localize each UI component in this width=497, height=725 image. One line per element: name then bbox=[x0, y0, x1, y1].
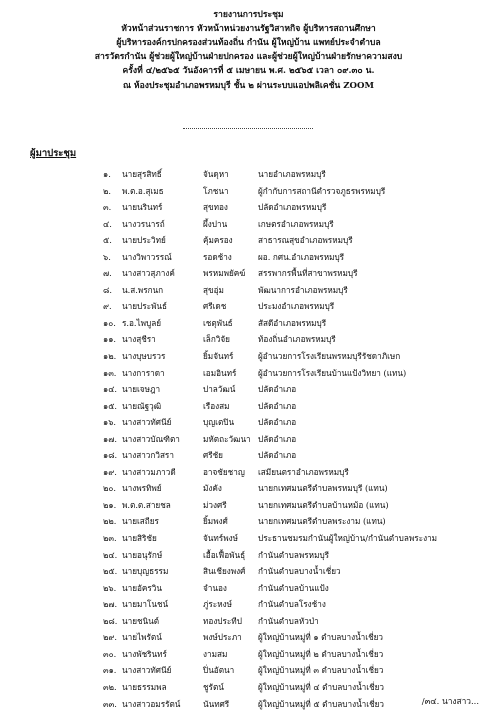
attendee-name: นางสุชีรา bbox=[122, 334, 156, 345]
attendee-surname: เล็กวิจัย bbox=[203, 334, 230, 345]
attendee-surname: งามสม bbox=[203, 648, 228, 659]
attendee-row bbox=[0, 383, 497, 400]
attendee-row bbox=[0, 300, 497, 317]
attendee-number: ๑๓. bbox=[103, 367, 117, 378]
attendee-number: ๑๙. bbox=[103, 466, 117, 477]
attendee-name: นางวิพาวรรณ์ bbox=[122, 251, 172, 262]
attendee-surname: ปิ่นอัตนา bbox=[203, 665, 235, 676]
attendee-surname: ม่วงศรี bbox=[203, 499, 227, 510]
header-line-2: หัวหน้าส่วนราชการ หัวหน้าหน่วยงานรัฐวิสาหกิจ ผู้บริหารสถานศึกษา bbox=[121, 24, 376, 34]
dotted-divider bbox=[183, 128, 313, 129]
attendee-surname: ผึ้งปาน bbox=[203, 218, 228, 229]
attendee-row bbox=[0, 631, 497, 648]
attendee-number: ๓๓. bbox=[103, 698, 117, 709]
attendee-surname: สุขอุ่ม bbox=[203, 284, 224, 295]
attendee-row bbox=[0, 499, 497, 516]
attendee-position: ปลัดอำเภอ bbox=[258, 417, 297, 428]
attendee-position: ผู้กำกับการสถานีตำรวจภูธรพรหมบุรี bbox=[258, 185, 386, 196]
attendee-list bbox=[0, 168, 497, 714]
attendee-row bbox=[0, 201, 497, 218]
attendee-name: นางสาวบัณฑิตา bbox=[122, 433, 180, 444]
attendee-surname: ภู่ระหงษ์ bbox=[203, 599, 232, 610]
attendee-position: ผู้ใหญ่บ้านหมู่ที่ ๑ ตำบลบางน้ำเชี่ยว bbox=[258, 632, 384, 643]
attendee-position: ผู้ใหญ่บ้านหมู่ที่ ๓ ตำบลบางน้ำเชี่ยว bbox=[258, 665, 384, 676]
attendee-surname: ชูรัตน์ bbox=[203, 681, 224, 692]
attendee-row bbox=[0, 664, 497, 681]
attendee-row bbox=[0, 433, 497, 450]
meeting-date-line: ครั้งที่ ๔/๒๕๖๕ วันอังคารที่ ๕ เมษายน พ.ศ. ๒๕๖๕ เวลา ๐๙.๓๐ น. bbox=[122, 66, 375, 76]
attendee-row bbox=[0, 367, 497, 384]
attendee-row bbox=[0, 284, 497, 301]
attendee-number: ๒๔. bbox=[103, 549, 118, 560]
attendee-surname: คุ้มครอง bbox=[203, 235, 233, 246]
attendee-position: นายกเทศมนตรีตำบลพรหมบุรี (แทน) bbox=[258, 483, 388, 494]
attendee-name: นายณัฐวุฒิ bbox=[122, 400, 162, 411]
attendee-number: ๒๓. bbox=[103, 533, 117, 544]
attendee-row bbox=[0, 549, 497, 566]
attendee-position: นายกเทศมนตรีตำบลพระงาม (แทน) bbox=[258, 516, 386, 527]
attendee-number: ๒. bbox=[103, 185, 111, 196]
attendee-name: นายสุรสิทธิ์ bbox=[122, 169, 162, 179]
attendee-name: น.ส.พรกนก bbox=[122, 284, 164, 295]
attendee-number: ๑๘. bbox=[103, 450, 118, 461]
attendee-name: นางสาวกวิสรา bbox=[122, 450, 174, 461]
attendee-row bbox=[0, 251, 497, 268]
attendee-surname: เชตุพันธ์ bbox=[203, 317, 233, 328]
attendee-name: พ.ต.ต.สายชล bbox=[122, 499, 171, 510]
attendee-row bbox=[0, 482, 497, 499]
attendee-name: นางสาวทัศนีย์ bbox=[122, 417, 172, 428]
attendee-name: นายเสถียร bbox=[122, 516, 159, 527]
attendee-name: นายชนินต์ bbox=[122, 615, 160, 626]
attendee-name: นางสาวสุภางค์ bbox=[122, 268, 175, 279]
attendee-number: ๓. bbox=[103, 202, 112, 213]
attendee-number: ๓๐. bbox=[103, 648, 117, 659]
attendee-surname: รอดช้าง bbox=[203, 251, 232, 262]
attendee-position: กำนันตำบลพรหมบุรี bbox=[258, 549, 330, 560]
attendee-name: นางบุษบรวร bbox=[122, 351, 166, 362]
attendee-surname: ยิ้มจันทร์ bbox=[203, 351, 234, 362]
attendee-row bbox=[0, 400, 497, 417]
attendee-name: นายไพรัตน์ bbox=[122, 632, 162, 643]
attendee-number: ๑๖. bbox=[103, 417, 116, 428]
attendee-row bbox=[0, 582, 497, 599]
attendee-name: นายบุญธรรม bbox=[122, 566, 169, 577]
attendee-surname: จันทร์พงษ์ bbox=[203, 533, 238, 544]
attendee-surname: สินเชียงพงศ์ bbox=[203, 566, 246, 577]
attendee-number: ๔. bbox=[103, 218, 112, 229]
attendee-position: ปลัดอำเภอ bbox=[258, 400, 297, 411]
attendee-row bbox=[0, 449, 497, 466]
attendee-row bbox=[0, 515, 497, 532]
attendee-surname: เอื้อเฟื้อพันธุ์ bbox=[203, 549, 246, 560]
attendee-number: ๒๕. bbox=[103, 566, 118, 577]
attendee-surname: โภชนา bbox=[203, 185, 229, 196]
attendee-name: นางสาวมภาวดี bbox=[122, 466, 176, 477]
attendee-name: นายนรินทร์ bbox=[122, 202, 163, 213]
attendee-position: กำนันตำบลหัวป่า bbox=[258, 615, 319, 626]
attendee-position: ผู้ใหญ่บ้านหมู่ที่ ๒ ตำบลบางน้ำเชี่ยว bbox=[258, 648, 384, 659]
attendee-surname: สุขทอง bbox=[203, 202, 228, 213]
attendee-position: กำนันตำบลบางน้ำเชี่ยว bbox=[258, 566, 341, 577]
attendee-position: ประธานชมรมกำนันผู้ใหญ่บ้าน/กำนันตำบลพระงาม bbox=[258, 533, 438, 544]
attendee-number: ๘. bbox=[103, 284, 112, 295]
attendee-name: นางพัชรินทร์ bbox=[122, 648, 167, 659]
attendee-name: ร.อ.ไพบูลย์ bbox=[122, 317, 162, 328]
attendee-name: นายอัครวิน bbox=[122, 582, 162, 593]
attendee-surname: อาจชัยชาญ bbox=[203, 466, 245, 477]
attendee-row bbox=[0, 532, 497, 549]
attendee-name: พ.ต.อ.สุเมธ bbox=[122, 185, 164, 196]
attendee-surname: นันทศรี bbox=[203, 698, 230, 709]
attendee-row bbox=[0, 466, 497, 483]
attendee-number: ๑๔. bbox=[103, 384, 117, 395]
attendee-surname: บุญเตปิน bbox=[203, 417, 235, 428]
attendee-position: พัฒนาการอำเภอพรหมบุรี bbox=[258, 284, 348, 295]
attendee-position: ปลัดอำเภอ bbox=[258, 384, 297, 395]
report-title: รายงานการประชุม bbox=[213, 10, 284, 20]
header-line-3: ผู้บริหารองค์กรปกครองส่วนท้องถิ่น กำนัน ผู้ใหญ่บ้าน แพทย์ประจำตำบล bbox=[116, 38, 381, 48]
attendee-number: ๒๐. bbox=[103, 483, 116, 494]
attendee-row bbox=[0, 218, 497, 235]
attendee-number: ๑๕. bbox=[103, 400, 117, 411]
attendee-number: ๖. bbox=[103, 251, 111, 262]
attendee-position: ผอ. กศน.อำเภอพรหมบุรี bbox=[258, 251, 345, 262]
attendee-number: ๙. bbox=[103, 301, 112, 312]
attendee-number: ๒๑. bbox=[103, 499, 117, 510]
attendee-name: นางพรทิพย์ bbox=[122, 483, 162, 494]
attendee-number: ๑๒. bbox=[103, 351, 117, 362]
attendee-number: ๗. bbox=[103, 268, 112, 279]
attendee-name: นายประพันธ์ bbox=[122, 301, 167, 312]
attendee-number: ๑๐. bbox=[103, 317, 116, 328]
header-line-4: สารวัตรกำนัน ผู้ช่วยผู้ใหญ่บ้านฝ่ายปกครอง และผู้ช่วยผู้ใหญ่บ้านฝ่ายรักษาความสงบ bbox=[94, 52, 403, 62]
attendee-name: นายมาโนชน์ bbox=[122, 599, 169, 610]
attendee-position: ปลัดอำเภอ bbox=[258, 433, 297, 444]
attendee-position: สรรพากรพื้นที่สาขาพรหมบุรี bbox=[258, 268, 358, 279]
attendee-surname: ศรีชัย bbox=[203, 450, 223, 461]
attendee-row bbox=[0, 333, 497, 350]
attendee-position: กำนันตำบลบ้านแป้ง bbox=[258, 582, 329, 593]
attendee-surname: พงษ์ประภา bbox=[203, 632, 242, 643]
attendee-number: ๒๖. bbox=[103, 582, 117, 593]
attendee-name: นายสิริชัย bbox=[122, 533, 157, 544]
attendee-surname: ปาลวัฒน์ bbox=[203, 384, 236, 395]
attendee-row bbox=[0, 565, 497, 582]
attendee-position: ปลัดอำเภอพรหมบุรี bbox=[258, 202, 327, 213]
attendee-row bbox=[0, 234, 497, 251]
attendee-number: ๓๒. bbox=[103, 681, 117, 692]
attendee-position: ประมงอำเภอพรหมบุรี bbox=[258, 301, 335, 312]
attendee-number: ๑. bbox=[103, 169, 111, 179]
attendee-surname: เรืองสม bbox=[203, 400, 230, 411]
continuation-note: /๓๔. นางสาว... bbox=[421, 696, 479, 706]
meeting-location-line: ณ ห้องประชุมอำเภอพรหมบุรี ชั้น ๒ ผ่านระบบแอปพลิเคชั่น ZOOM bbox=[122, 81, 375, 91]
attendee-position: นายกเทศมนตรีตำบลบ้านหม้อ (แทน) bbox=[258, 499, 389, 510]
attendee-surname: เอมอินทร์ bbox=[203, 367, 237, 378]
attendee-surname: ยิ้มพงศ์ bbox=[203, 516, 228, 527]
attendee-surname: พรหมพยัคฆ์ bbox=[203, 268, 246, 279]
attendee-position: สัสดีอำเภอพรหมบุรี bbox=[258, 317, 327, 328]
attendee-row bbox=[0, 416, 497, 433]
attendee-surname: จำนอง bbox=[203, 582, 227, 593]
attendee-number: ๒๗. bbox=[103, 599, 118, 610]
attendee-position: นายอำเภอพรหมบุรี bbox=[258, 169, 326, 179]
attendee-row bbox=[0, 185, 497, 202]
attendee-number: ๓๑. bbox=[103, 665, 117, 676]
attendee-position: เกษตรอำเภอพรหมบุรี bbox=[258, 218, 334, 229]
attendee-row bbox=[0, 350, 497, 367]
attendee-row bbox=[0, 598, 497, 615]
attendee-position: สาธารณสุขอำเภอพรหมบุรี bbox=[258, 235, 353, 246]
section-title-attendees: ผู้มาประชุม bbox=[30, 148, 77, 159]
attendee-position: ผู้ใหญ่บ้านหมู่ที่ ๕ ตำบลบางน้ำเชี่ยว bbox=[258, 698, 385, 709]
attendee-surname: ทองประทีป bbox=[203, 615, 242, 626]
attendee-position: ผู้ใหญ่บ้านหมู่ที่ ๔ ตำบลบางน้ำเชี่ยว bbox=[258, 681, 385, 692]
attendee-position: ผู้อำนวยการโรงเรียนพรหมบุรีรัชดาภิเษก bbox=[258, 351, 401, 362]
attendee-position: กำนันตำบลโรงช้าง bbox=[258, 599, 326, 610]
attendee-row bbox=[0, 317, 497, 334]
attendee-name: นางสาวอมรรัตน์ bbox=[122, 698, 181, 709]
attendee-position: ท้องถิ่นอำเภอพรหมบุรี bbox=[258, 334, 336, 345]
attendee-number: ๕. bbox=[103, 235, 112, 246]
attendee-surname: มหัตถะวัฒนา bbox=[203, 433, 251, 444]
attendee-name: นายประวิทย์ bbox=[122, 235, 166, 246]
attendee-surname: มังคัง bbox=[203, 483, 222, 494]
attendee-name: นางสาวทัศนีย์ bbox=[122, 665, 172, 676]
attendee-surname: ศรีเดช bbox=[203, 301, 227, 312]
attendee-name: นางวรนารถ์ bbox=[122, 218, 165, 229]
attendee-number: ๑๗. bbox=[103, 433, 117, 444]
attendee-name: นายอนุรักษ์ bbox=[122, 549, 163, 560]
attendee-surname: จันดุหา bbox=[203, 169, 229, 179]
attendee-number: ๒๘. bbox=[103, 615, 118, 626]
attendee-position: ปลัดอำเภอ bbox=[258, 450, 297, 461]
attendee-name: นายเจษฎา bbox=[122, 384, 161, 395]
attendee-name: นายธรรมพล bbox=[122, 681, 167, 692]
attendee-number: ๒๒. bbox=[103, 516, 117, 527]
attendee-number: ๑๑. bbox=[103, 334, 116, 345]
attendee-position: เสมียนตราอำเภอพรหมบุรี bbox=[258, 466, 349, 477]
attendee-row bbox=[0, 267, 497, 284]
attendee-name: นางการาดา bbox=[122, 367, 165, 378]
attendee-number: ๒๙. bbox=[103, 632, 117, 643]
attendee-row bbox=[0, 648, 497, 665]
attendee-row bbox=[0, 615, 497, 632]
attendee-position: ผู้อำนวยการโรงเรียนบ้านแป้งวิทยา (แทน) bbox=[258, 367, 407, 378]
attendee-row bbox=[0, 168, 497, 185]
